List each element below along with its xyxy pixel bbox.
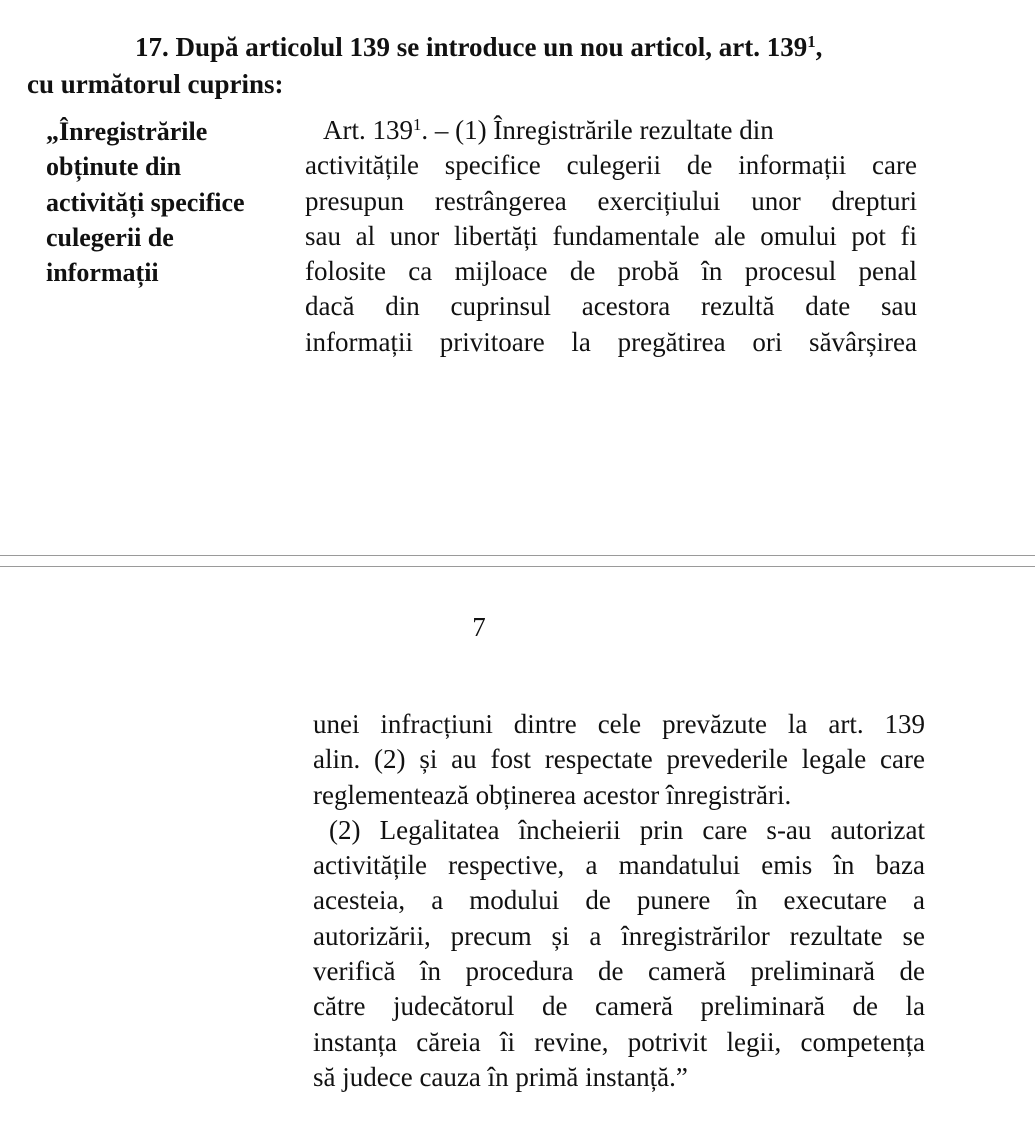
marginal-title (46, 114, 245, 290)
article-line: activitățile respective, a mandatului emis în baza (313, 850, 925, 881)
article-line: unei infracțiuni dintre cele prevăzute la art. 139 (313, 709, 925, 739)
article-line: dacă din cuprinsul acestora rezultă date sau (305, 291, 917, 322)
amendment-heading-line1 (135, 32, 822, 63)
marginal-title-line: obținute din (46, 152, 182, 182)
article-line: activitățile specifice culegerii de informații care (305, 150, 917, 181)
article-line: folosite ca mijloace de probă în procesul penal (305, 256, 917, 287)
marginal-title-line: informații (46, 258, 159, 288)
marginal-title-line: activități specifice (46, 187, 245, 217)
article-line: alin. (2) și au fost respectate prevederile legale care (313, 744, 925, 775)
article-first-line (305, 113, 917, 148)
article-line: verifică în procedura de cameră preliminară de (313, 956, 925, 987)
article-line: reglementează obținerea acestor înregistrări. (313, 779, 792, 810)
article-text-top (305, 113, 917, 360)
article-line: sau al unor libertăți fundamentale ale omului pot fi (305, 220, 917, 251)
article-line: presupun restrângerea exercițiului unor drepturi (305, 185, 917, 216)
article-line: autorizării, precum și a înregistrărilor rezultate se (313, 920, 925, 951)
marginal-title-line: „Înregistrările (46, 117, 208, 146)
article-superscript: 1 (807, 31, 816, 51)
article-line: acesteia, a modului de punere în executare a (313, 885, 925, 916)
article-paragraph-2-first-line: (2) Legalitatea încheierii prin care s-au autorizat (329, 814, 925, 845)
amendment-heading-text: 17. După articolul 139 se introduce un nou articol, art. 139 (135, 32, 808, 62)
page-number: 7 (472, 612, 486, 642)
article-label: Art. 139 (323, 115, 413, 145)
article-text-bottom (313, 707, 925, 1095)
marginal-title-line: culegerii de (46, 222, 174, 252)
page-break-divider (0, 555, 1035, 567)
amendment-heading-line2: cu următorul cuprins: (27, 69, 284, 99)
article-line: instanța căreia îi revine, potrivit legii, competența (313, 1026, 925, 1057)
article-line: către judecătorul de cameră preliminară de la (313, 991, 925, 1022)
article-last-line: să judece cauza în primă instanță.” (313, 1061, 688, 1092)
article-label-superscript: 1 (413, 114, 422, 134)
amendment-heading-tail: , (815, 32, 823, 62)
article-first-line-rest: . – (1) Înregistrările rezultate din (421, 115, 774, 145)
article-line: informații privitoare la pregătirea ori săvârșirea (305, 326, 917, 357)
